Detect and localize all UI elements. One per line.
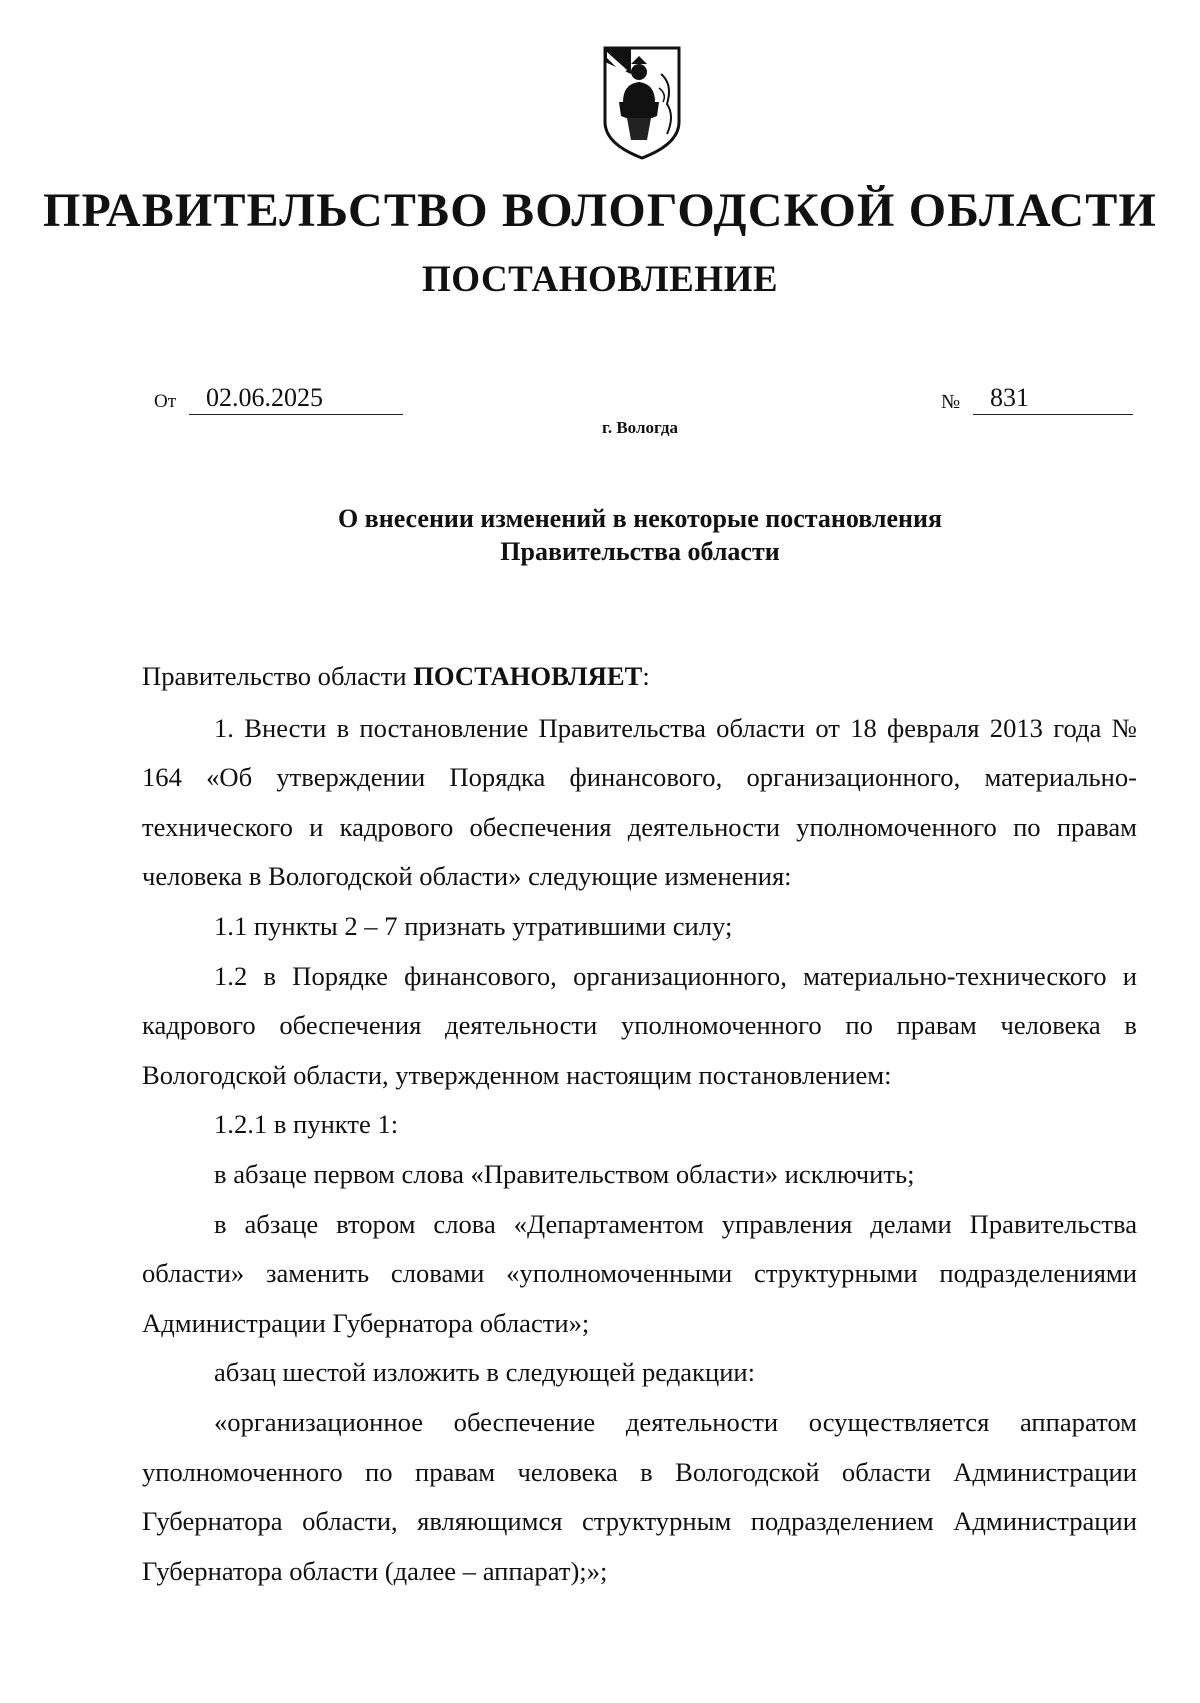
city-label: г. Вологда bbox=[602, 418, 678, 437]
paragraph-abzac-1: в абзаце первом слова «Правительством области» исключить; bbox=[214, 1158, 915, 1189]
document-type-title: ПОСТАНОВЛЕНИЕ bbox=[421, 259, 779, 300]
paragraph-abzac-2: в абзаце втором слова «Департаментом управления делами Правительства области» заменить словами «уполномоченными структурными подразделениями Администрации Губернатора области»; bbox=[142, 1208, 1137, 1338]
document-body bbox=[142, 652, 1137, 1596]
paragraph-1-2-1: 1.2.1 в пункте 1: bbox=[214, 1109, 399, 1140]
preamble-keyword: ПОСТАНОВЛЯЕТ bbox=[413, 661, 643, 691]
number-underline bbox=[973, 414, 1133, 415]
preamble bbox=[142, 652, 1137, 702]
subject-line-2: Правительства области bbox=[500, 537, 780, 566]
paragraph-new-wording: «организационное обеспечение деятельности осуществляется аппаратом уполномоченного по правам человека в Вологодской области Администрации Губернатора области, являющимся структурным подразделением Администрации Губернатора области (далее – аппарат);»; bbox=[142, 1406, 1137, 1586]
paragraph-1: 1. Внести в постановление Правительства области от 18 февраля 2013 года № 164 «Об утверждении Порядка финансового, организационного, материально-технического и кадрового обеспечения деятельности уполномоченного по правам человека в Вологодской области» следующие изменения: bbox=[142, 712, 1137, 892]
document-number: 831 bbox=[990, 383, 1029, 412]
government-title: ПРАВИТЕЛЬСТВО ВОЛОГОДСКОЙ ОБЛАСТИ bbox=[42, 184, 1158, 237]
preamble-text: Правительство области bbox=[142, 661, 414, 691]
date-underline bbox=[189, 414, 403, 415]
paragraph-1-1: 1.1 пункты 2 – 7 признать утратившими силу; bbox=[214, 910, 733, 941]
document-date: 02.06.2025 bbox=[206, 383, 323, 412]
coat-of-arms-icon bbox=[601, 44, 683, 162]
subject-line-1: О внесении изменений в некоторые постановления bbox=[337, 504, 943, 533]
date-prefix-label: От bbox=[154, 391, 177, 412]
paragraph-abzac-6: абзац шестой изложить в следующей редакции: bbox=[214, 1357, 756, 1388]
paragraph-1-2: 1.2 в Порядке финансового, организационного, материально-технического и кадрового обеспечения деятельности уполномоченного по правам человека в Вологодской области, утвержденном настоящим постановлением: bbox=[142, 960, 1137, 1090]
preamble-colon: : bbox=[642, 661, 650, 691]
document-subject bbox=[0, 502, 1200, 568]
number-prefix-label: № bbox=[941, 391, 961, 413]
